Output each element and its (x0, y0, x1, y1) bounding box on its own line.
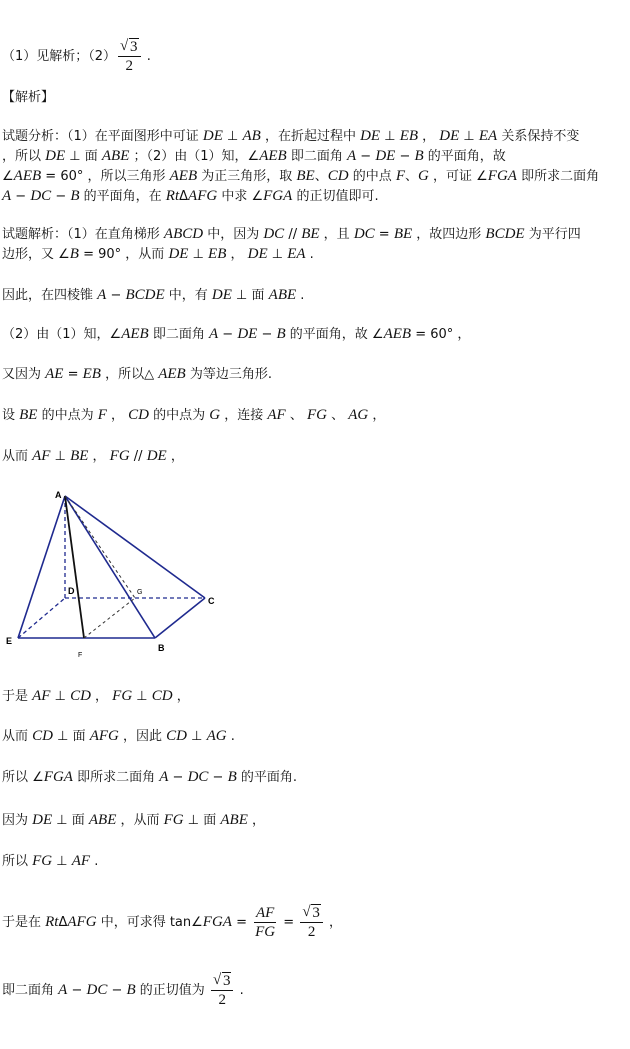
final-fraction: √ $\frac{3}{2}$ (211, 972, 234, 1009)
label-A: A (55, 490, 62, 500)
edge-BC (155, 598, 205, 638)
label-G: G (137, 589, 143, 596)
analysis-line-1: 试题分析：（1）在平面图形中可证 DE ⊥ AB ，在折起过程中 DE ⊥ EB ， DE ⊥ EA 关系保持不变 (2, 128, 580, 144)
label-C: C (208, 596, 215, 606)
solution-line-1: 试题解析：（1）在直角梯形 ABCD 中，因为 DC // BE ，且 DC = BE ，故四边形 BCDE 为平行四 (2, 226, 581, 242)
solution-line-2: 边形，又 ∠B = 90° ，从而 DE ⊥ EB ， DE ⊥ EA . (2, 246, 314, 262)
segment-AF (65, 496, 84, 638)
answer-text: （1）见解析；（2） (2, 49, 117, 64)
solution-line-3: 因此，在四棱锥 A − BCDE 中，有 DE ⊥ 面 ABE . (2, 287, 305, 303)
edge-AE (18, 496, 65, 638)
edge-AC (65, 496, 205, 598)
solution-line-6: 设 BE 的中点为 F ， CD 的中点为 G ，连接 AF 、 FG 、 AG ， (2, 407, 386, 423)
analysis-line-3: ∠AEB = 60° ，所以三角形 AEB 为正三角形，取 BE、CD 的中点 F、G ，可证 ∠FGA 即所求二面角 (2, 168, 600, 184)
solution-line-9: 从而 CD ⊥ 面 AFG ，因此 CD ⊥ AG . (2, 728, 235, 744)
label-F: F (78, 652, 83, 659)
solution-line-8: 于是 AF ⊥ CD ， FG ⊥ CD ， (2, 688, 190, 704)
answer-fraction: √ $\frac{3}{2}$ (118, 38, 141, 75)
solution-line-5: 又因为 AE = EB ，所以△ AEB 为等边三角形. (2, 366, 272, 382)
solution-line-12: 所以 FG ⊥ AF . (2, 853, 99, 869)
label-B: B (158, 643, 165, 653)
solution-line-13: 于是在 RtΔAFG 中，可求得 tan∠FGA = $\frac{AF}{FG}$ = √ $\frac{3}{2}$ ， (2, 904, 342, 941)
label-E: E (6, 636, 13, 646)
solution-line-14: 即二面角 A − DC − B 的正切值为 √ $\frac{3}{2}$ . (2, 972, 244, 1009)
segment-AG (65, 496, 135, 598)
analysis-line-4: A − DC − B 的平面角，在 RtΔAFG 中求 ∠FGA 的正切值即可. (2, 188, 379, 204)
fraction-af-fg: $\frac{AF}{FG}$ (255, 905, 276, 940)
analysis-line-2: ，所以 DE ⊥ 面 ABE ；（2）由（1）知，∠AEB 即二面角 A − DE − B 的平面角，故 (2, 148, 506, 164)
fraction-sqrt3-2: √ $\frac{3}{2}$ (300, 904, 323, 941)
edge-AB (65, 496, 155, 638)
segment-FG (84, 598, 135, 638)
solution-line-11: 因为 DE ⊥ 面 ABE ，从而 FG ⊥ 面 ABE ， (2, 812, 266, 828)
label-D: D (68, 586, 75, 596)
pyramid-figure (0, 488, 240, 668)
solution-line-10: 所以 ∠FGA 即所求二面角 A − DC − B 的平面角. (2, 769, 298, 785)
solution-line-7: 从而 AF ⊥ BE ， FG // DE ， (2, 448, 184, 464)
solution-line-4: （2）由（1）知，∠AEB 即二面角 A − DE − B 的平面角，故 ∠AEB = 60° ， (2, 326, 471, 342)
analysis-heading: 【解析】 (2, 90, 55, 105)
answer-line: （1）见解析；（2） √ $\frac{3}{2}$ . (2, 38, 151, 75)
